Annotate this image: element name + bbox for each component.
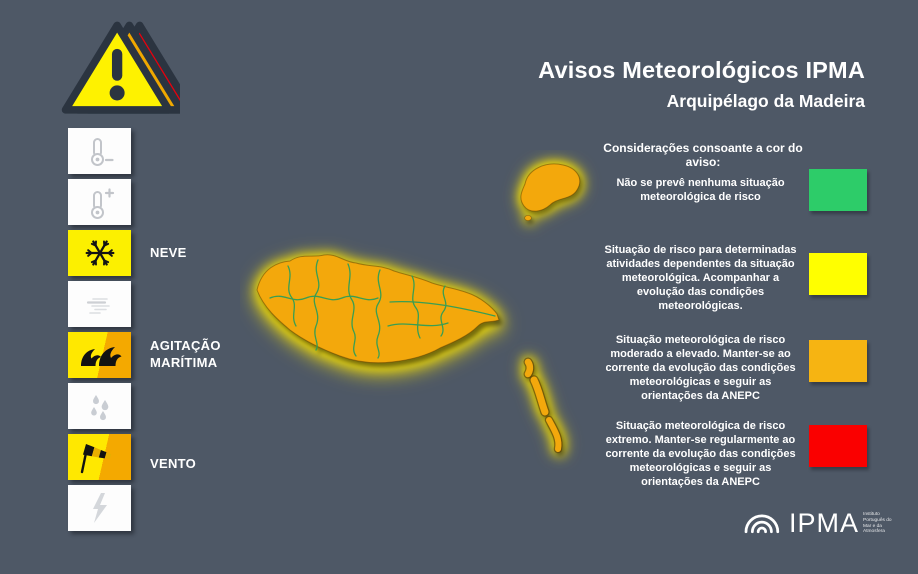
- porto-santo-island: [521, 164, 580, 211]
- waves-icon: [78, 339, 122, 371]
- warning-box-fog: [68, 281, 131, 327]
- warning-label-vento: VENTO: [150, 456, 197, 471]
- warning-box-sea-agitation: [68, 332, 131, 378]
- snowflake-icon: [81, 234, 119, 272]
- ipma-arcs-icon: [742, 501, 786, 537]
- desertas-islands-group: [528, 362, 558, 449]
- title-block: [538, 57, 865, 112]
- legend-text-green: Não se prevê nenhuma situação meteorológica de risco: [616, 176, 785, 203]
- madeira-archipelago-map: [240, 150, 620, 470]
- ipma-logo: [742, 501, 901, 537]
- lightning-icon: [80, 488, 120, 528]
- legend-item-red: [598, 419, 867, 489]
- porto-santo-island-group: [521, 164, 580, 221]
- raindrops-icon: [80, 386, 120, 426]
- warning-box-high-temperature: [68, 179, 131, 225]
- madeira-island-group: [257, 255, 499, 363]
- legend-item-orange: [598, 333, 867, 403]
- warning-box-low-temperature: [68, 128, 131, 174]
- windsock-icon: [68, 434, 131, 480]
- warning-label-neve: NEVE: [150, 245, 187, 260]
- legend-item-yellow: [598, 243, 867, 313]
- legend-swatch-red: [809, 425, 867, 467]
- ipma-fullname: Instituto Português do Mar e da Atmosfera: [863, 512, 892, 535]
- warning-box-wind: [68, 434, 131, 480]
- ipma-acronym: IPMA: [789, 508, 860, 539]
- porto-santo-islet: [525, 215, 532, 220]
- legend-swatch-yellow: [809, 253, 867, 295]
- desertas-islands: [528, 362, 530, 374]
- legend-text-orange: Situação meteorológica de risco moderado a elevado. Manter-se ao corrente da evolução das condições meteorológicas e seguir as orientações da ANEPC: [605, 334, 796, 403]
- poster-subtitle: Arquipélago da Madeira: [666, 91, 865, 111]
- legend-swatch-orange: [809, 340, 867, 382]
- warning-label-agitacao-maritima: AGITAÇÃO MARÍTIMA: [150, 338, 221, 370]
- legend-swatch-green: [809, 169, 867, 211]
- legend-header: Considerações consoante a cor do aviso:: [603, 141, 803, 169]
- poster-title: Avisos Meteorológicos IPMA: [538, 57, 865, 83]
- thermometer-hot-icon: [80, 182, 120, 222]
- warning-box-thunderstorm: [68, 485, 131, 531]
- legend-item-green: [598, 168, 867, 212]
- thermometer-cold-icon: [80, 131, 120, 171]
- warning-box-snow: [68, 230, 131, 276]
- warning-box-rain: [68, 383, 131, 429]
- fog-icon: [80, 284, 120, 324]
- legend-text-red: Situação meteorológica de risco extremo. Manter-se regularmente ao corrente da evolução das condições meteorológicas e seguir as orientações da ANEPC: [605, 420, 796, 489]
- warning-triangle-logo: [58, 18, 180, 120]
- legend-text-yellow: Situação de risco para determinadas atividades dependentes da situação meteorológica. Acompanhar a evolução das condições meteorológicas.: [604, 244, 797, 313]
